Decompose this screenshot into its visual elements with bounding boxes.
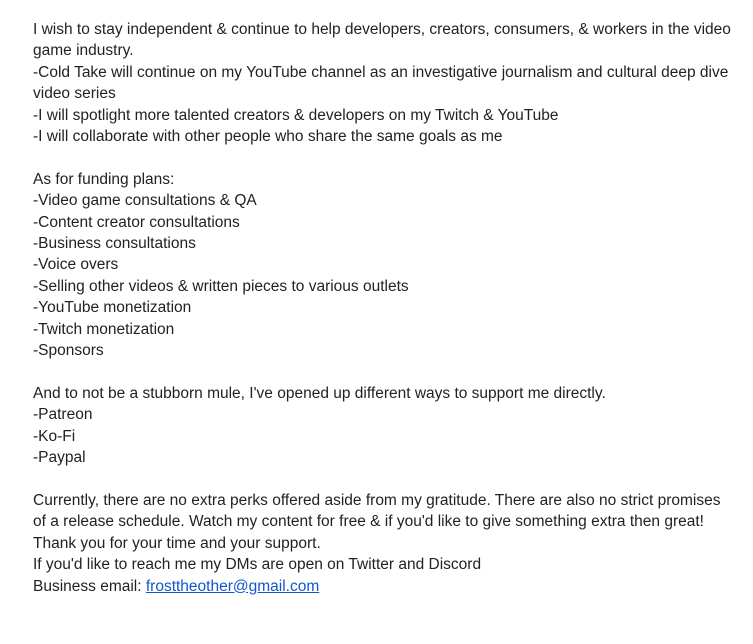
business-email-line: [33, 576, 733, 597]
funding-heading: As for funding plans:: [33, 170, 175, 188]
contact-line: If you'd like to reach me my DMs are open on Twitter and Discord: [33, 556, 482, 574]
plan-item: -I will collaborate with other people who share the same goals as me: [33, 128, 503, 146]
funding-item: -Content creator consultations: [33, 213, 240, 231]
document-body: [33, 19, 733, 597]
plan-item: -Cold Take will continue on my YouTube channel as an investigative journalism and cultural deep dive video series: [33, 63, 729, 103]
funding-item: -Video game consultations & QA: [33, 192, 257, 210]
plan-item: -I will spotlight more talented creators & developers on my Twitch & YouTube: [33, 106, 559, 124]
support-heading: And to not be a stubborn mule, I've opened up different ways to support me directly.: [33, 384, 606, 402]
paragraph-spacer: [33, 361, 733, 382]
funding-item: -Twitch monetization: [33, 320, 175, 338]
funding-item: -Business consultations: [33, 235, 196, 253]
funding-item: -Voice overs: [33, 256, 119, 274]
perks-paragraph: Currently, there are no extra perks offered aside from my gratitude. There are also no strict promises of a release schedule. Watch my content for free & if you'd like to give something extra then great!: [33, 491, 721, 531]
funding-item: -Selling other videos & written pieces to various outlets: [33, 277, 409, 295]
support-item: -Ko-Fi: [33, 427, 76, 445]
support-item: -Patreon: [33, 406, 93, 424]
paragraph-spacer: [33, 147, 733, 168]
intro-statement: I wish to stay independent & continue to help developers, creators, consumers, & workers in the video game industry.: [33, 21, 731, 60]
funding-item: -YouTube monetization: [33, 299, 192, 317]
support-item: -Paypal: [33, 449, 86, 467]
email-link[interactable]: frosttheother@gmail.com: [145, 577, 320, 595]
email-label: Business email:: [33, 577, 146, 595]
thanks-line: Thank you for your time and your support.: [33, 534, 321, 552]
paragraph-spacer: [33, 469, 733, 490]
funding-item: -Sponsors: [33, 342, 104, 360]
